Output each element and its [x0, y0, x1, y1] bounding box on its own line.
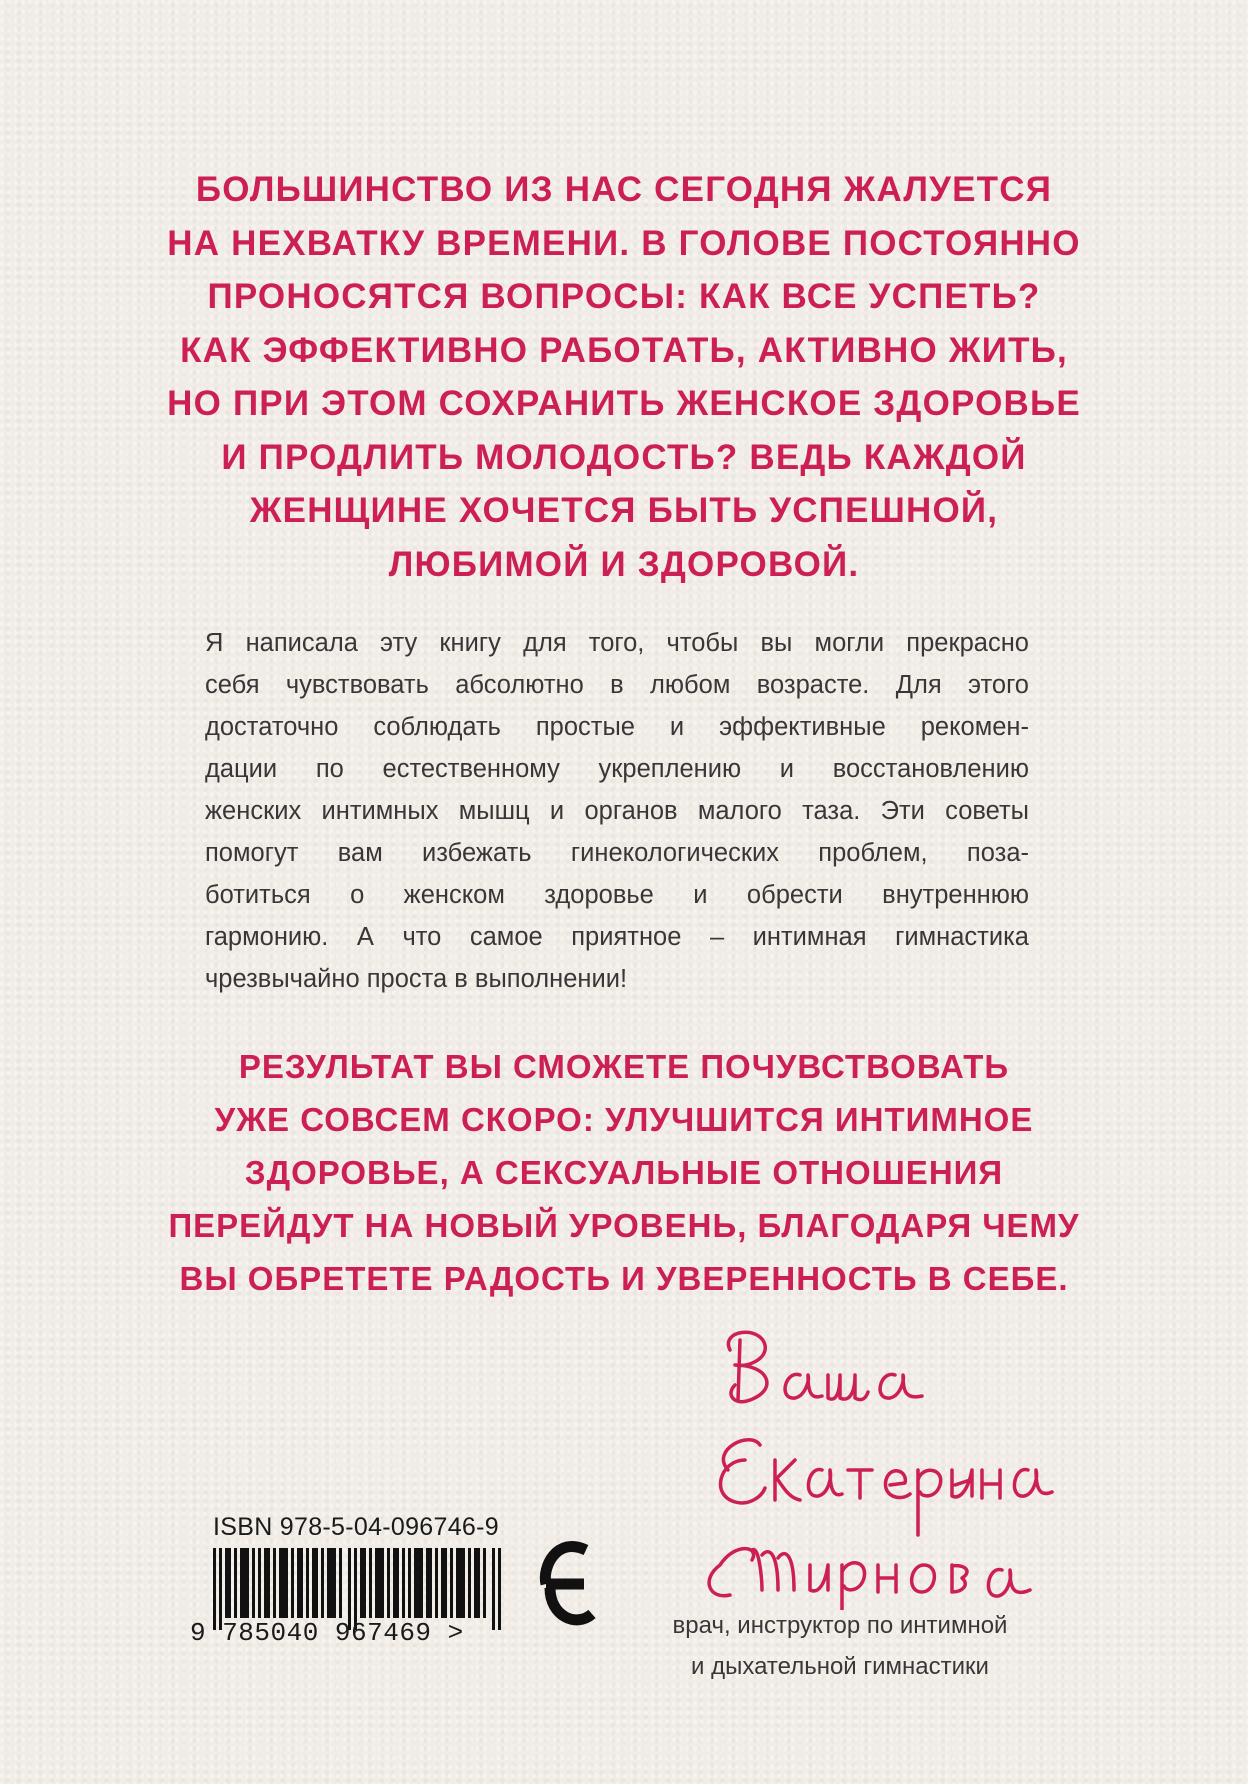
- description-line: дации по естественному укреплению и восстановлению: [205, 755, 1029, 783]
- description-line: женских интимных мышц и органов малого таза. Эти советы: [205, 797, 1029, 825]
- author-role-line: и дыхательной гимнастики: [691, 1653, 989, 1680]
- handwritten-signature: [690, 1320, 1060, 1610]
- description-line: помогут вам избежать гинекологических проблем, поза-: [205, 839, 1029, 867]
- intro-paragraph: [150, 163, 1098, 591]
- description-line: ботиться о женском здоровье и обрести внутреннюю: [205, 881, 1029, 909]
- result-line: ВЫ ОБРЕТЕТЕ РАДОСТЬ И УВЕРЕННОСТЬ В СЕБЕ.: [179, 1260, 1069, 1297]
- description-line: достаточно соблюдать простые и эффективные рекомен-: [205, 713, 1029, 741]
- intro-line: ЖЕНЩИНЕ ХОЧЕТСЯ БЫТЬ УСПЕШНОЙ,: [249, 491, 999, 530]
- author-signature: [690, 1320, 1060, 1610]
- description-paragraph: [205, 622, 1029, 1000]
- isbn-label: ISBN 978-5-04-096746-9: [213, 1513, 499, 1541]
- description-line: себя чувствовать абсолютно в любом возрасте. Для этого: [205, 671, 1029, 699]
- intro-line: НО ПРИ ЭТОМ СОХРАНИТЬ ЖЕНСКОЕ ЗДОРОВЬЕ: [167, 384, 1081, 423]
- intro-line: ЛЮБИМОЙ И ЗДОРОВОЙ.: [388, 544, 860, 584]
- intro-line: ПРОНОСЯТСЯ ВОПРОСЫ: КАК ВСЕ УСПЕТЬ?: [207, 277, 1041, 316]
- description-line: чрезвычайно проста в выполнении!: [205, 965, 628, 993]
- intro-line: НА НЕХВАТКУ ВРЕМЕНИ. В ГОЛОВЕ ПОСТОЯННО: [167, 223, 1081, 263]
- result-line: ЗДОРОВЬЕ, А СЕКСУАЛЬНЫЕ ОТНОШЕНИЯ: [244, 1154, 1004, 1191]
- description-line: гармонию. А что самое приятное – интимная гимнастика: [205, 923, 1029, 951]
- result-line: УЖЕ СОВСЕМ СКОРО: УЛУЧШИТСЯ ИНТИМНОЕ: [214, 1101, 1034, 1138]
- intro-line: И ПРОДЛИТЬ МОЛОДОСТЬ? ВЕДЬ КАЖДОЙ: [221, 437, 1027, 477]
- intro-line: БОЛЬШИНСТВО ИЗ НАС СЕГОДНЯ ЖАЛУЕТСЯ: [195, 170, 1053, 209]
- result-line: ПЕРЕЙДУТ НА НОВЫЙ УРОВЕНЬ, БЛАГОДАРЯ ЧЕМУ: [168, 1207, 1080, 1244]
- result-line: РЕЗУЛЬТАТ ВЫ СМОЖЕТЕ ПОЧУВСТВОВАТЬ: [238, 1048, 1010, 1085]
- barcode-digits: 9 785040 967469 >: [190, 1618, 464, 1648]
- result-paragraph: [150, 1040, 1098, 1305]
- description-line: Я написала эту книгу для того, чтобы вы могли прекрасно: [205, 629, 1029, 657]
- eksmo-logo-icon: [536, 1528, 600, 1636]
- author-role: [620, 1605, 1060, 1687]
- intro-line: КАК ЭФФЕКТИВНО РАБОТАТЬ, АКТИВНО ЖИТЬ,: [180, 330, 1068, 370]
- author-role-line: врач, инструктор по интимной: [672, 1612, 1008, 1639]
